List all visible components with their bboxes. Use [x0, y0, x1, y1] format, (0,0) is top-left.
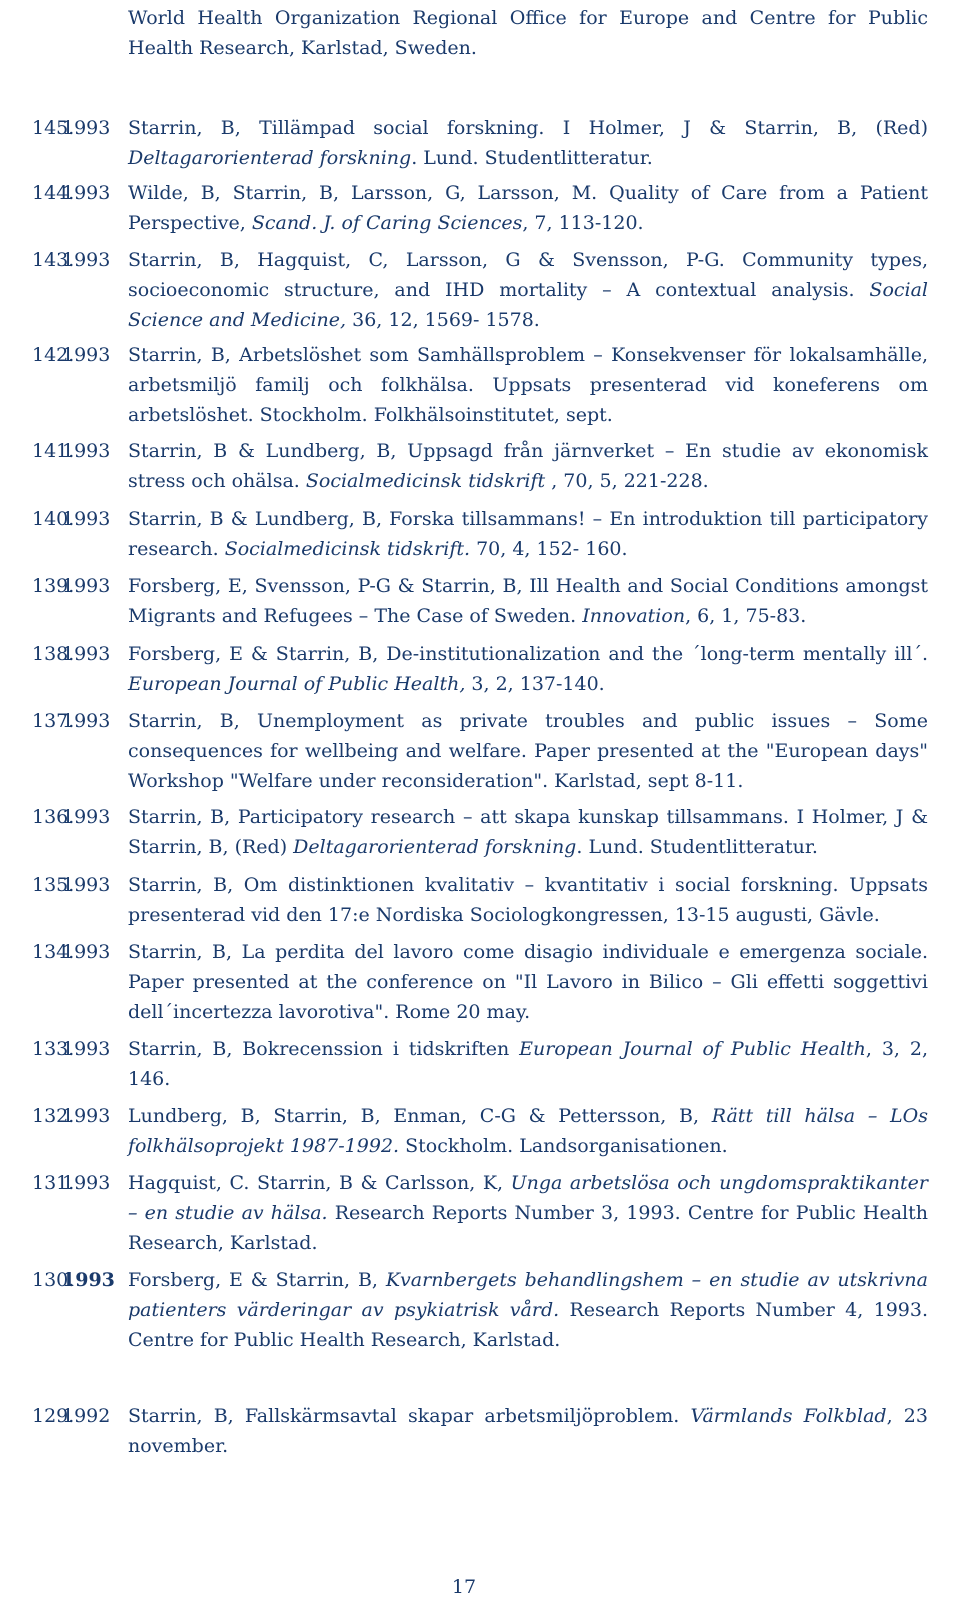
entry-text-main: Starrin, B, Tillämpad social forskning. I Holmer, J & Starrin, B, (Red): [128, 117, 928, 139]
entry-text-tail: , 6, 1, 75-83.: [685, 605, 807, 627]
entry-text: [128, 436, 928, 496]
entry-text-tail: 70, 4, 152- 160.: [470, 538, 628, 560]
entry-text-tail: Research Reports Number 4, 1993. Centre for Public Health Research, Karlstad.: [128, 1299, 928, 1351]
entry-text-main: Forsberg, E, Svensson, P-G & Starrin, B, Ill Health and Social Conditions amongst Migrants and Refugees – The Case of Sweden.: [128, 575, 928, 627]
entry-text: [128, 870, 928, 930]
entry-text-italic: Socialmedicinsk tidskrift: [305, 470, 546, 492]
entry-text: [128, 1401, 928, 1461]
entry-number: 142.: [32, 344, 75, 366]
entry-text: [128, 706, 928, 796]
entry-text-italic: Scand. J. of Caring Sciences: [251, 212, 523, 234]
reference-entry: [0, 1101, 928, 1161]
entry-text-main: Forsberg, E & Starrin, B,: [128, 1269, 386, 1291]
entry-text-main: Starrin, B, La perdita del lavoro come disagio individuale e emergenza sociale. Paper presented at the conference on "Il Lavoro in Bilico – Gli effetti soggettivi dell´incertezza lavorotiva". Rome 20 may.: [128, 941, 928, 1023]
entry-text-italic: Social Science and Medicine,: [128, 279, 928, 331]
entry-text-tail: . Lund. Studentlitteratur.: [576, 836, 818, 858]
entry-text: [128, 1101, 928, 1161]
entry-year: 1992: [62, 1405, 111, 1427]
entry-year: 1993: [62, 344, 111, 366]
entry-number: 129.: [32, 1405, 75, 1427]
entry-text-main: Lundberg, B, Starrin, B, Enman, C-G & Pettersson, B,: [128, 1105, 712, 1127]
entry-year: 1993: [62, 1105, 111, 1127]
entry-text-tail: . Lund. Studentlitteratur.: [411, 147, 653, 169]
entry-text-italic: Rätt till hälsa – LOs folkhälsoprojekt 1987-1992.: [128, 1105, 928, 1157]
entry-text: [128, 245, 928, 335]
entry-text-italic: Värmlands Folkblad: [690, 1405, 887, 1427]
entry-text-italic: Deltagarorienterad forskning: [128, 147, 412, 169]
entry-year: 1993: [62, 440, 111, 462]
entry-text-tail: Stockholm. Landsorganisationen.: [399, 1135, 728, 1157]
entry-number: 135.: [32, 874, 75, 896]
entry-text-main: Forsberg, E & Starrin, B, De-institutionalization and the ´long-term mentally ill´.: [128, 643, 928, 665]
entry-year: 1993: [62, 249, 111, 271]
entry-text: [128, 1034, 928, 1094]
entry-number: 137.: [32, 710, 75, 732]
entry-text-main: Hagquist, C. Starrin, B & Carlsson, K,: [128, 1172, 511, 1194]
entry-text: [128, 937, 928, 1027]
entry-text-main: Starrin, B, Fallskärmsavtal skapar arbetsmiljöproblem.: [128, 1405, 691, 1427]
entry-text-main: Wilde, B, Starrin, B, Larsson, G, Larsson, M. Quality of Care from a Patient Perspective,: [128, 182, 928, 234]
entry-text-tail: 36, 12, 1569- 1578.: [346, 309, 540, 331]
reference-entry: [0, 802, 928, 862]
reference-entry: [0, 1168, 928, 1258]
entry-number: 138.: [32, 643, 75, 665]
entry-number: 145.: [32, 117, 75, 139]
reference-entry: [0, 1034, 928, 1094]
entry-text-italic: Unga arbetslösa och ungdomspraktikanter – en studie av hälsa.: [128, 1172, 928, 1224]
reference-entry: [0, 571, 928, 631]
reference-entry: [0, 1265, 928, 1355]
entry-year: 1993: [62, 941, 111, 963]
entry-text-main: Starrin, B, Bokrecenssion i tidskriften: [128, 1038, 520, 1060]
reference-entry: [0, 340, 928, 430]
entry-text-tail: 3, 2, 137-140.: [465, 673, 605, 695]
entry-text-tail: , 3, 2, 146.: [128, 1038, 929, 1090]
entry-text: [128, 802, 928, 862]
entry-text-tail: , 70, 5, 221-228.: [545, 470, 709, 492]
entry-year: 1993: [62, 874, 111, 896]
reference-entry: [0, 436, 928, 496]
reference-entry: [0, 1401, 928, 1461]
entry-text: [128, 113, 928, 173]
page-number: 17: [451, 1576, 477, 1598]
entry-number: 132.: [32, 1105, 75, 1127]
entry-text-italic: Innovation: [582, 605, 686, 627]
entry-text: [128, 1168, 928, 1258]
entry-text-italic: European Journal of Public Health: [519, 1038, 866, 1060]
entry-number: 144.: [32, 182, 75, 204]
entry-number: 143.: [32, 249, 75, 271]
entry-text-main: Starrin, B, Hagquist, C, Larsson, G & Svensson, P-G. Community types, socioeconomic structure, and IHD mortality – A contextual analysis.: [128, 249, 928, 301]
reference-entry: [0, 870, 928, 930]
entry-text: [128, 178, 928, 238]
entry-number: 133.: [32, 1038, 75, 1060]
reference-entry: [0, 245, 928, 335]
entry-text-italic: Socialmedicinsk tidskrift.: [224, 538, 471, 560]
entry-text-italic: Kvarnbergets behandlingshem – en studie av utskrivna patienters värderingar av psykiatrisk vård.: [128, 1269, 928, 1321]
reference-entry: [0, 639, 928, 699]
reference-entry: [0, 937, 928, 1027]
entry-year: 1993: [62, 575, 111, 597]
entry-year: 1993: [62, 117, 111, 139]
entry-text: [128, 340, 928, 430]
entry-text-tail: Research Reports Number 3, 1993. Centre for Public Health Research, Karlstad.: [128, 1202, 928, 1254]
entry-text: [128, 1265, 928, 1355]
entry-year: 1993: [62, 182, 111, 204]
entry-number: 136.: [32, 806, 75, 828]
entry-text: [128, 504, 928, 564]
entry-text-main: Starrin, B, Om distinktionen kvalitativ – kvantitativ i social forskning. Uppsats presenterad vid den 17:e Nordiska Sociologkongressen, 13-15 augusti, Gävle.: [128, 874, 928, 926]
reference-entry: [0, 113, 928, 173]
entry-text-main: Starrin, B, Unemployment as private troubles and public issues – Some consequences for wellbeing and welfare. Paper presented at the "European days" Workshop "Welfare under reconsideration". Karlstad, sept 8-11.: [128, 710, 928, 792]
entry-year: 1993: [62, 1038, 111, 1060]
entry-number: 140.: [32, 508, 75, 530]
entry-text-italic: European Journal of Public Health,: [128, 673, 466, 695]
entry-text-tail: , 23 november.: [128, 1405, 928, 1457]
entry-year: 1993: [62, 806, 111, 828]
entry-number: 134.: [32, 941, 75, 963]
entry-year: 1993: [62, 1269, 115, 1291]
entry-text: [128, 571, 928, 631]
entry-text-main: Starrin, B & Lundberg, B, Forska tillsammans! – En introduktion till participatory research.: [128, 508, 928, 560]
entry-number: 139.: [32, 575, 75, 597]
entry-year: 1993: [62, 508, 111, 530]
entry-number: 141.: [32, 440, 75, 462]
reference-entry: [0, 504, 928, 564]
reference-entry: [0, 178, 928, 238]
entry-text-italic: Deltagarorienterad forskning: [293, 836, 577, 858]
reference-entry: [0, 706, 928, 796]
entry-text-main: Starrin, B, Arbetslöshet som Samhällsproblem – Konsekvenser för lokalsamhälle, arbetsmiljö familj och folkhälsa. Uppsats presenterad vid koneferens om arbetslöshet. Stockholm. Folkhälsoinstitutet, sept.: [128, 344, 928, 426]
entry-number: 130.: [32, 1269, 75, 1291]
continued-entry-text: World Health Organization Regional Office for Europe and Centre for Public Health Research, Karlstad, Sweden.: [128, 7, 928, 59]
entry-text-tail: , 7, 113-120.: [522, 212, 644, 234]
entry-year: 1993: [62, 710, 111, 732]
entry-text-main: Starrin, B & Lundberg, B, Uppsagd från järnverket – En studie av ekonomisk stress och ohälsa.: [128, 440, 928, 492]
entry-number: 131.: [32, 1172, 75, 1194]
entry-year: 1993: [62, 643, 111, 665]
entry-text: [128, 639, 928, 699]
entry-text-main: Starrin, B, Participatory research – att skapa kunskap tillsammans. I Holmer, J & Starrin, B, (Red): [128, 806, 928, 858]
entry-year: 1993: [62, 1172, 111, 1194]
